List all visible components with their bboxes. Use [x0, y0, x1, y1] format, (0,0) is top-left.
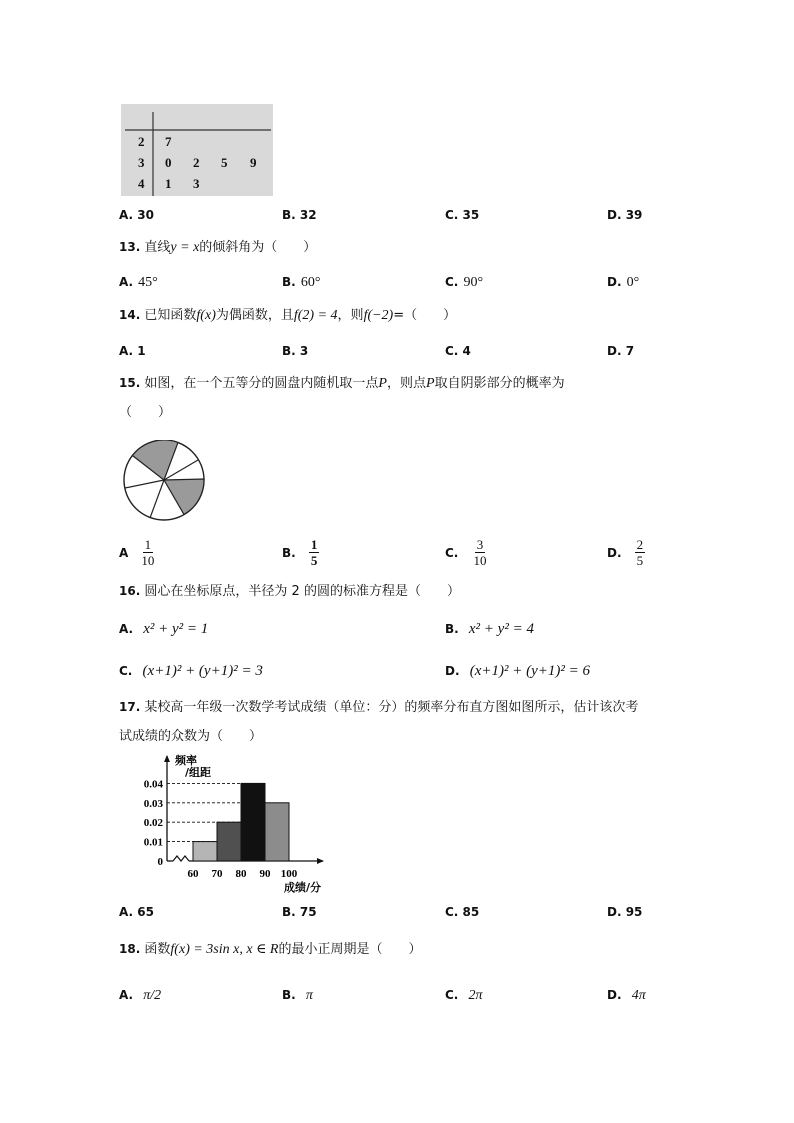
q15-option-d-fraction: [635, 537, 646, 568]
y-tick-0.02: 0.02: [143, 817, 163, 830]
stem-3: 3: [138, 155, 145, 170]
q17-number: 17.: [119, 700, 141, 714]
q18-text-1: 函数: [144, 942, 171, 957]
q16-option-d[interactable]: [445, 660, 590, 680]
q14-option-a[interactable]: A. 1: [119, 344, 146, 358]
q13-option-b-value: 60°: [300, 275, 321, 290]
q18-option-c-label: C.: [445, 988, 459, 1002]
x-tick-60: 60: [187, 868, 199, 880]
leaf-0: 0: [165, 155, 172, 170]
q14-option-b[interactable]: B. 3: [282, 344, 309, 358]
q14-number: 14.: [119, 308, 141, 322]
q17-option-c[interactable]: C. 85: [445, 905, 480, 919]
q18-option-d-label: D.: [607, 988, 622, 1002]
q13-option-c[interactable]: [445, 271, 483, 291]
q15-option-b-label: B.: [282, 546, 296, 560]
q16-option-c[interactable]: [119, 660, 263, 680]
q13-text-after: 的倾斜角为（ ）: [199, 240, 317, 255]
q13-formula: y = x: [170, 240, 200, 255]
histogram-bar-70-80: [217, 822, 241, 861]
q13-option-d-label: D.: [607, 275, 622, 289]
q15-option-c-num: 3: [476, 537, 484, 552]
q15-option-b-fraction: [309, 537, 320, 568]
q13-option-c-value: 90°: [463, 275, 484, 290]
q18-option-c[interactable]: [445, 984, 483, 1004]
q16-option-d-value: (x+1)² + (y+1)² = 6: [469, 663, 590, 679]
y-axis-arrow: [164, 755, 170, 762]
q13-option-a-label: A.: [119, 275, 134, 289]
q15-option-c-label: C.: [445, 546, 459, 560]
q15-option-d[interactable]: [607, 537, 645, 568]
q15-paren: （ ）: [119, 405, 172, 420]
q18-option-a-value: π/2: [143, 988, 162, 1003]
q15-option-b[interactable]: [282, 537, 319, 568]
q14-f2: f(2) = 4: [293, 308, 338, 323]
leaf-9: 9: [250, 155, 257, 170]
q17-stem-line1: [119, 698, 638, 717]
q15-option-b-den: 5: [310, 553, 318, 568]
q16-option-a-value: x² + y² = 1: [143, 621, 209, 637]
leaf-2: 2: [193, 155, 200, 170]
leaf-1: 1: [165, 176, 172, 191]
x-axis-arrow: [317, 858, 324, 864]
q13-text-before: 直线: [144, 240, 171, 255]
q17-text-line1: 某校高一年级一次数学考试成绩（单位：分）的频率分布直方图如图所示，估计该次考: [144, 700, 639, 715]
q15-option-a-num: 1: [144, 537, 152, 552]
q15-point-p2: P: [426, 376, 435, 391]
y-label-bottom: /组距: [185, 766, 212, 779]
q16-option-a-label: A.: [119, 622, 134, 636]
x-tick-90: 90: [259, 868, 271, 880]
q15-option-b-num: 1: [310, 537, 318, 552]
q15-option-a[interactable]: [119, 537, 156, 568]
q18-option-c-value: 2π: [468, 988, 483, 1003]
q16-option-b-value: x² + y² = 4: [468, 621, 534, 637]
q15-point-p1: P: [378, 376, 387, 391]
q15-number: 15.: [119, 376, 141, 390]
q15-option-a-den: 10: [141, 553, 155, 568]
stem-2: 2: [138, 134, 145, 149]
q18-option-d-value: 4π: [631, 988, 646, 1003]
q13-option-a[interactable]: [119, 271, 158, 291]
q16-option-a[interactable]: [119, 618, 208, 638]
q12-option-a[interactable]: A. 30: [119, 208, 154, 222]
leaf-3: 3: [193, 176, 200, 191]
q16-text: 圆心在坐标原点，半径为 2 的圆的标准方程是（ ）: [144, 584, 460, 599]
q18-option-b-label: B.: [282, 988, 296, 1002]
q17-option-d[interactable]: D. 95: [607, 905, 643, 919]
q13-option-a-value: 45°: [138, 275, 158, 290]
q18-option-b[interactable]: [282, 984, 313, 1004]
q14-text-4: =（ ）: [393, 308, 457, 323]
pie-disc: [120, 440, 208, 522]
q15-option-d-label: D.: [607, 546, 622, 560]
q14-text-2: 为偶函数，且: [215, 308, 294, 323]
q14-text-3: ，则: [337, 308, 364, 323]
leaf-5: 5: [221, 155, 228, 170]
q16-stem: [119, 582, 460, 601]
stem-4: 4: [138, 176, 145, 191]
q15-option-c-fraction: [471, 537, 488, 568]
histogram-bar-60-70: [193, 842, 217, 861]
q17-option-a[interactable]: A. 65: [119, 905, 154, 919]
y-tick-0.03: 0.03: [143, 797, 163, 810]
q14-option-d[interactable]: D. 7: [607, 344, 635, 358]
q14-fneg2: f(−2): [363, 308, 394, 323]
q16-option-b[interactable]: [445, 618, 534, 638]
y-tick-0.04: 0.04: [143, 778, 163, 791]
q15-text-1: 如图，在一个五等分的圆盘内随机取一点: [144, 376, 379, 391]
q12-option-b[interactable]: B. 32: [282, 208, 317, 222]
x-axis-break: [173, 856, 189, 861]
x-tick-70: 70: [211, 868, 223, 880]
q18-option-a[interactable]: [119, 984, 161, 1004]
q18-option-b-value: π: [305, 988, 313, 1003]
histogram-bar-80-90: [241, 783, 265, 861]
q15-stem: [119, 374, 565, 393]
q13-option-c-label: C.: [445, 275, 459, 289]
q15-option-c[interactable]: [445, 537, 488, 568]
q14-fx: f(x): [196, 308, 216, 323]
q16-option-b-label: B.: [445, 622, 459, 636]
q18-option-a-label: A.: [119, 988, 134, 1002]
y-tick-0.01: 0.01: [143, 836, 163, 849]
q18-option-d[interactable]: [607, 984, 646, 1004]
q17-option-b[interactable]: B. 75: [282, 905, 317, 919]
q15-text-3: 取自阴影部分的概率为: [434, 376, 565, 391]
q12-option-c[interactable]: C. 35: [445, 208, 480, 222]
stem-leaf-plot: [121, 104, 273, 196]
q16-option-c-label: C.: [119, 664, 133, 678]
histogram-bar-90-100: [265, 803, 289, 861]
q18-text-2: 的最小正周期是（ ）: [278, 942, 422, 957]
q15-option-d-num: 2: [636, 537, 644, 552]
q15-option-d-den: 5: [636, 553, 644, 568]
x-label: 成绩/分: [283, 881, 321, 894]
q13-option-b-label: B.: [282, 275, 296, 289]
q13-option-d-value: 0°: [626, 275, 640, 290]
q18-formula: f(x) = 3sin x, x ∈ R: [170, 942, 279, 957]
q12-option-d[interactable]: D. 39: [607, 208, 643, 222]
q16-number: 16.: [119, 584, 141, 598]
q17-stem-line2: 试成绩的众数为（ ）: [119, 729, 263, 744]
q15-option-c-den: 10: [473, 553, 487, 568]
q13-number: 13.: [119, 240, 141, 254]
q13-option-d[interactable]: [607, 271, 639, 291]
q15-option-a-fraction: [139, 537, 156, 568]
q14-stem: [119, 306, 456, 325]
q15-option-a-label: A: [119, 546, 129, 560]
q13-stem: [119, 238, 316, 257]
q14-option-c[interactable]: C. 4: [445, 344, 471, 358]
x-tick-80: 80: [235, 868, 247, 880]
q16-option-c-value: (x+1)² + (y+1)² = 3: [142, 663, 263, 679]
q15-text-2: ，则点: [386, 376, 426, 391]
q18-number: 18.: [119, 942, 141, 956]
leaf-7: 7: [165, 134, 172, 149]
q16-option-d-label: D.: [445, 664, 460, 678]
x-tick-100: 100: [280, 868, 298, 880]
q18-stem: [119, 940, 422, 959]
y-tick-0: 0: [157, 856, 163, 868]
q13-option-b[interactable]: [282, 271, 320, 291]
q14-text-1: 已知函数: [144, 308, 197, 323]
frequency-histogram: [115, 752, 330, 898]
y-label-top: 频率: [175, 754, 197, 767]
